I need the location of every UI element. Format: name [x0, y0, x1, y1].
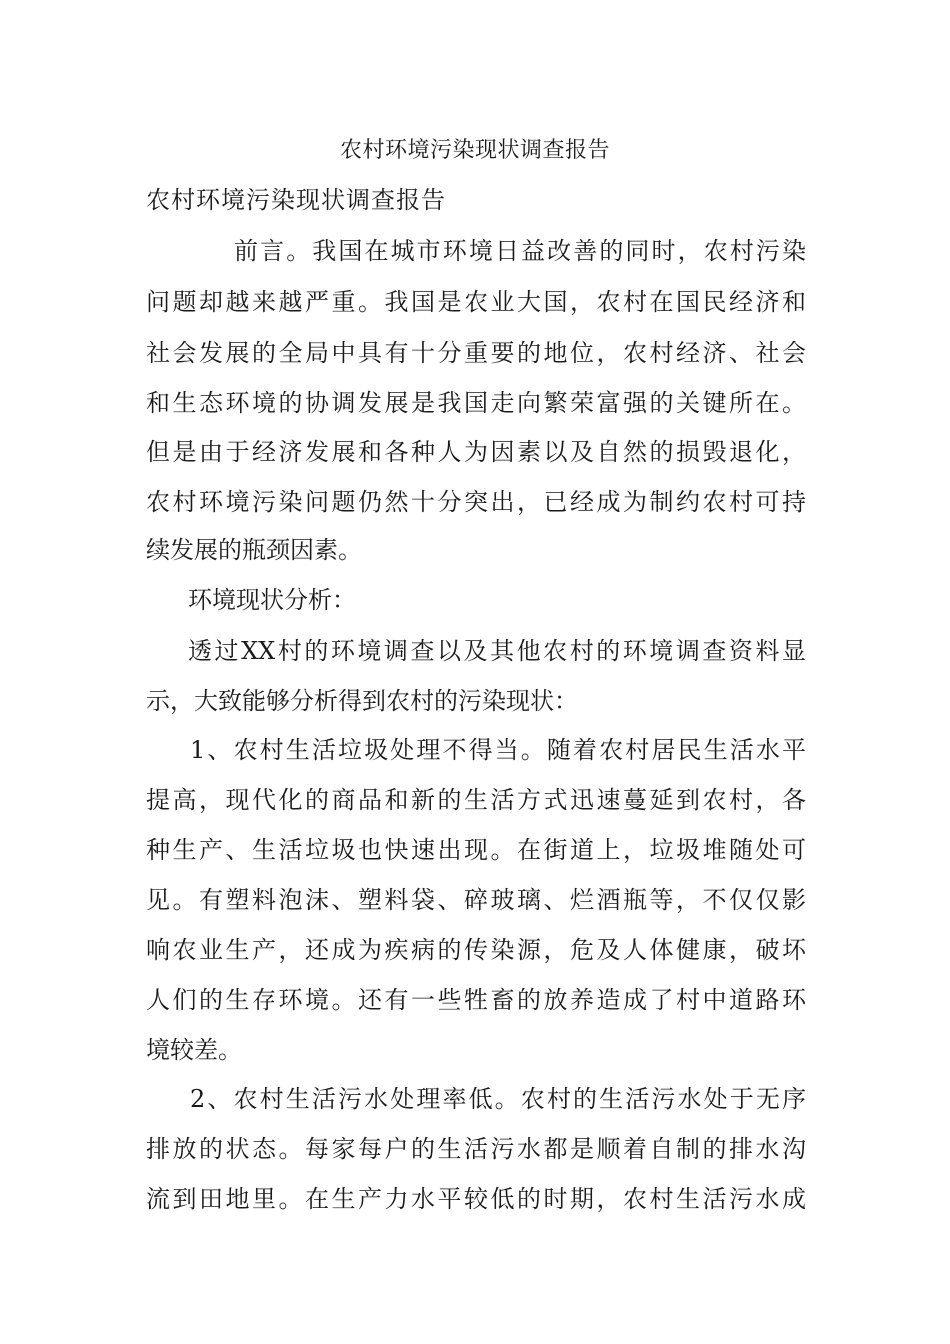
paragraph-line: 人们的生存环境。还有一些牲畜的放养造成了村中道路环 [146, 986, 806, 1014]
paragraph-line: 响农业生产，还成为疾病的传染源，危及人体健康，破坏 [146, 936, 806, 964]
paragraph-line: 见。有塑料泡沫、塑料袋、碎玻璃、烂酒瓶等，不仅仅影 [146, 886, 806, 914]
paragraph-line: 示，大致能够分析得到农村的污染现状： [146, 687, 578, 715]
paragraph-line: 续发展的瓶颈因素。 [146, 536, 362, 564]
paragraph-line: 前言。我国在城市环境日益改善的同时，农村污染 [234, 237, 806, 265]
paragraph-line: 社会发展的全局中具有十分重要的地位，农村经济、社会 [146, 339, 806, 367]
paragraph-line: 境较差。 [146, 1036, 242, 1064]
document-subtitle: 农村环境污染现状调查报告 [146, 186, 446, 214]
paragraph-line: 种生产、生活垃圾也快速出现。在街道上，垃圾堆随处可 [146, 836, 806, 864]
paragraph-line: 2、农村生活污水处理率低。农村的生活污水处于无序 [190, 1085, 806, 1113]
paragraph-line: 透过XX村的环境调查以及其他农村的环境调查资料显 [188, 637, 806, 665]
paragraph-line: 但是由于经济发展和各种人为因素以及自然的损毁退化， [146, 438, 806, 466]
paragraph-line: 1、农村生活垃圾处理不得当。随着农村居民生活水平 [190, 736, 806, 764]
paragraph-line: 问题却越来越严重。我国是农业大国，农村在国民经济和 [146, 288, 806, 316]
paragraph-line: 排放的状态。每家每户的生活污水都是顺着自制的排水沟 [146, 1135, 806, 1163]
paragraph-line: 和生态环境的协调发展是我国走向繁荣富强的关键所在。 [146, 389, 806, 417]
paragraph-line: 提高，现代化的商品和新的生活方式迅速蔓延到农村，各 [146, 786, 806, 814]
paragraph-line: 农村环境污染问题仍然十分突出，已经成为制约农村可持 [146, 488, 806, 516]
section-heading: 环境现状分析： [188, 586, 356, 614]
document-title: 农村环境污染现状调查报告 [339, 138, 610, 163]
paragraph-line: 流到田地里。在生产力水平较低的时期，农村生活污水成 [146, 1185, 806, 1213]
